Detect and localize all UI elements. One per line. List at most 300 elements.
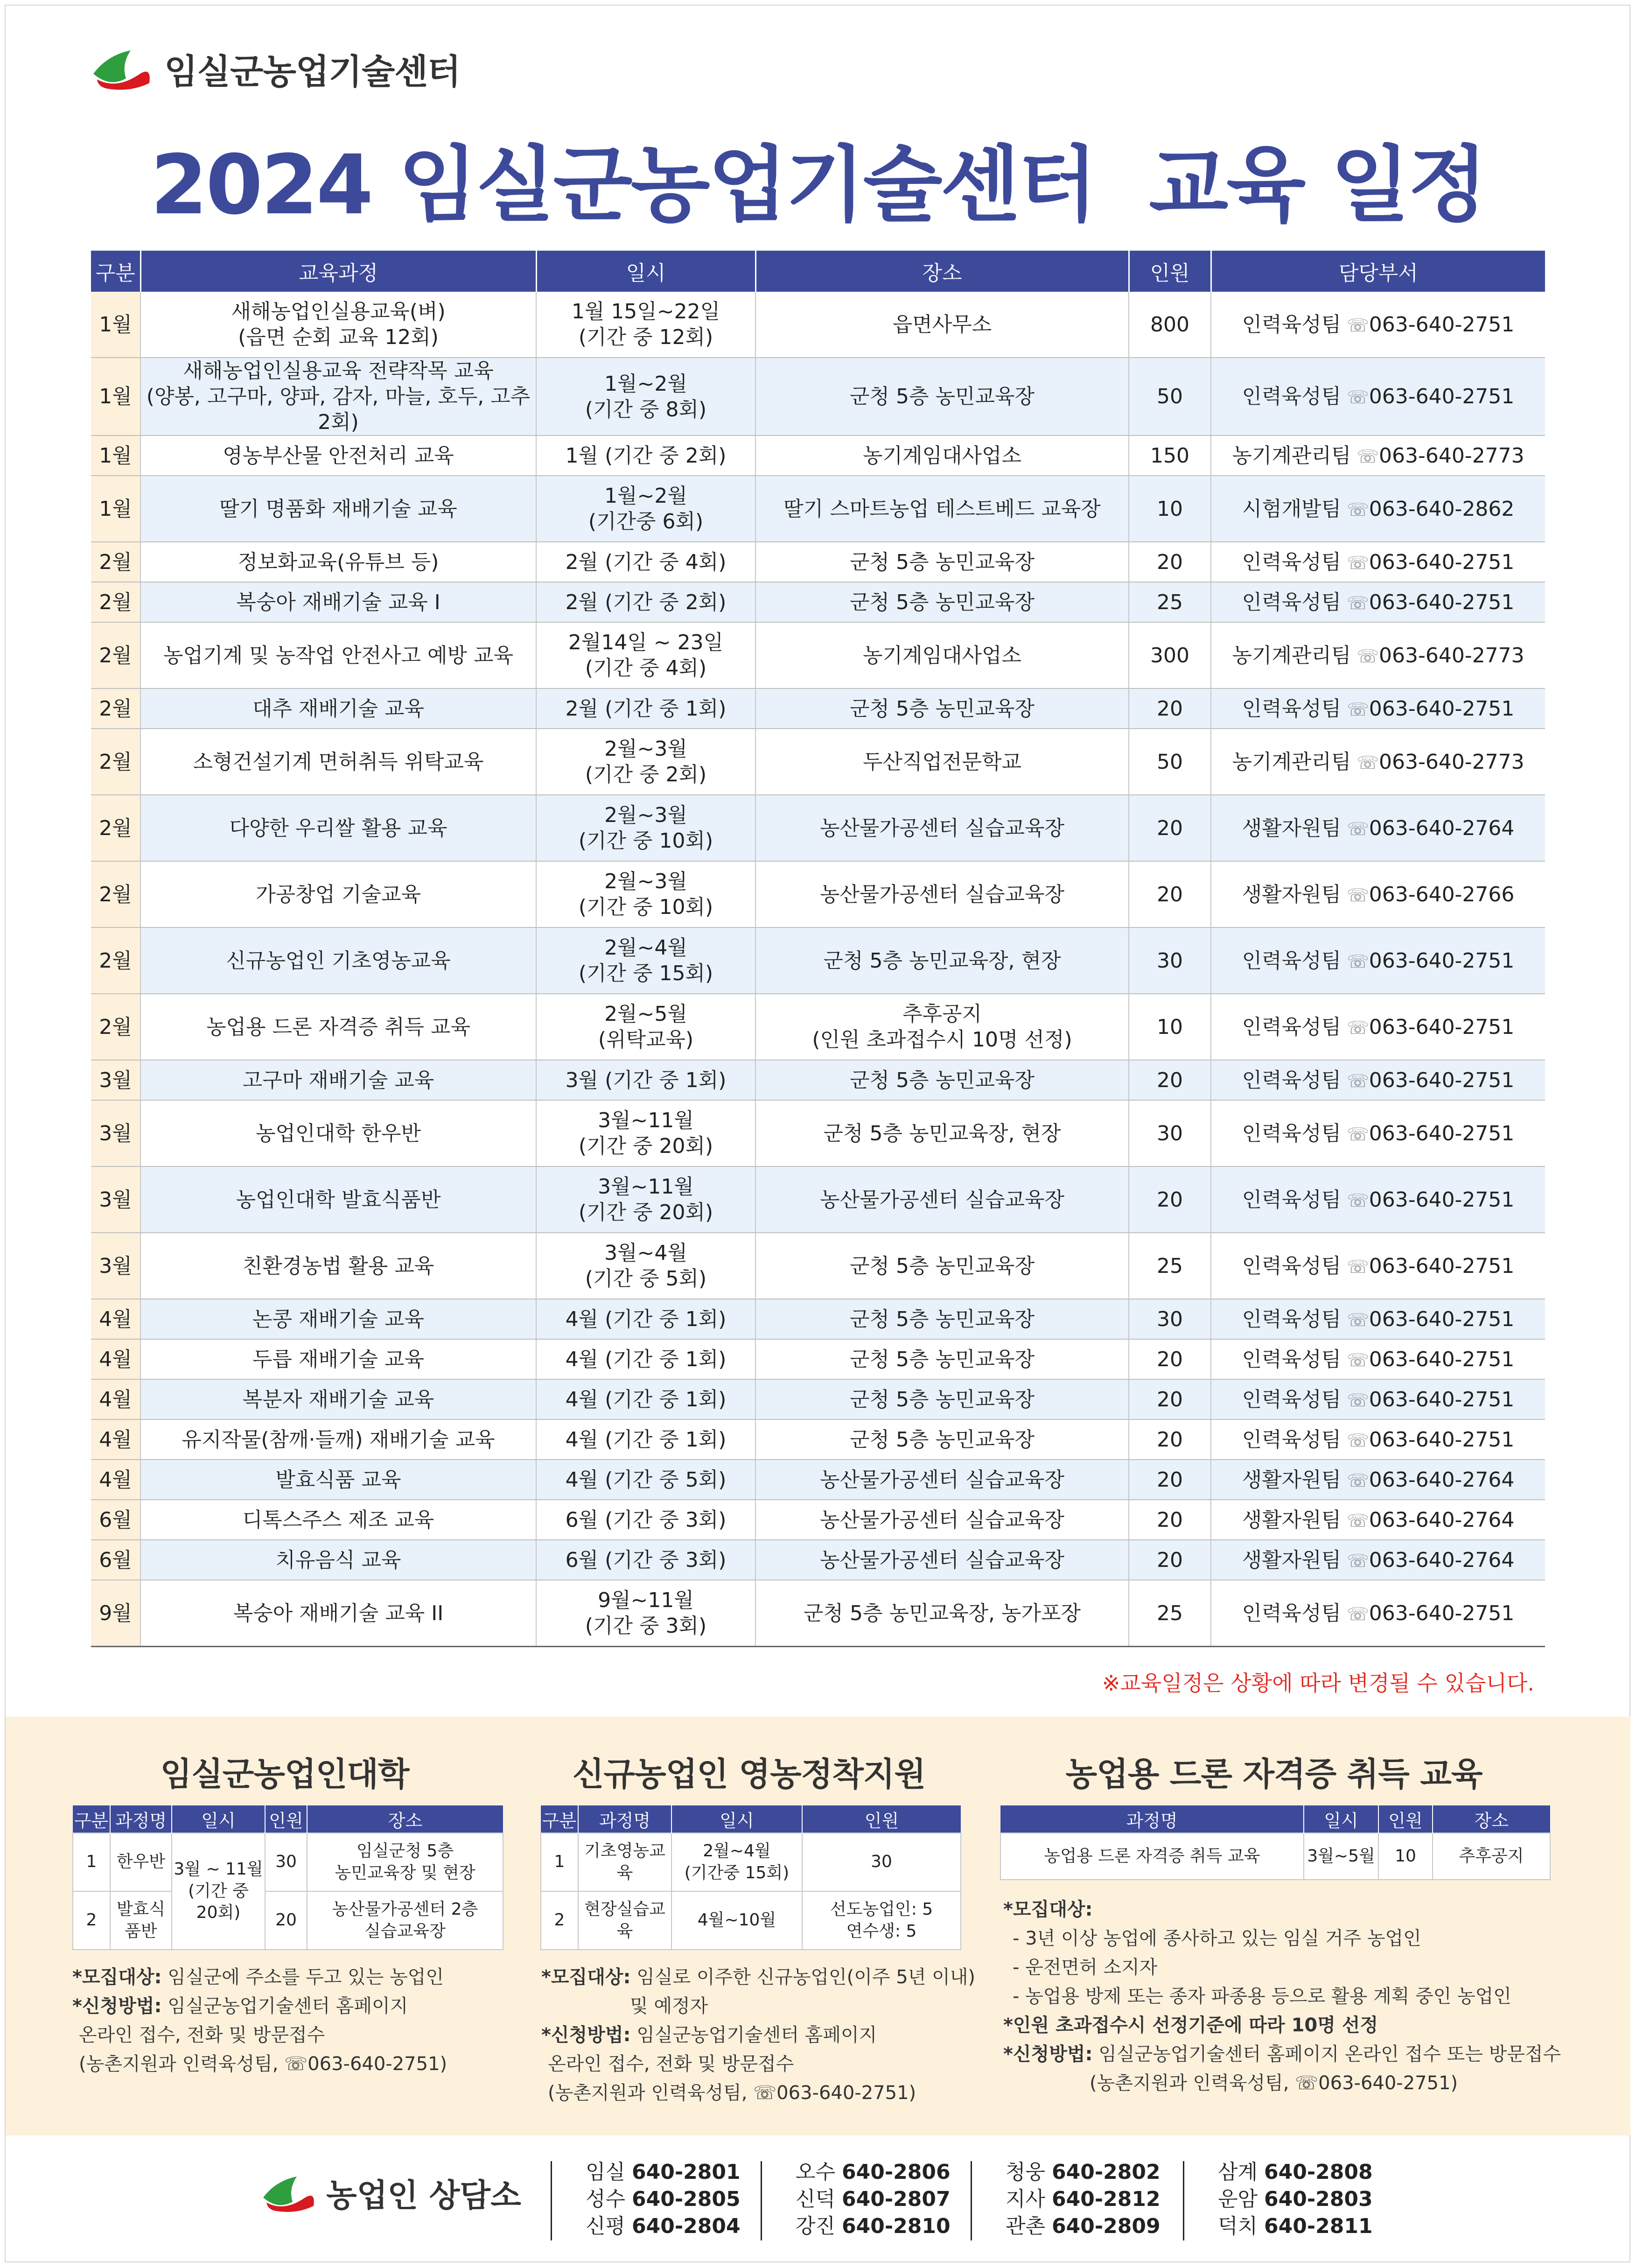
course-cell: 농업인대학 한우반 [140,1100,536,1166]
office-phone: 640-2802 [1052,2160,1161,2184]
phone-icon: ☏ [1341,592,1369,613]
date-cell: 3월~11월 (기간 중 20회) [536,1100,755,1166]
dept-name: 인력육성팀 [1242,1121,1342,1145]
info-label: *신청방법: [541,2024,631,2046]
table-row [91,1166,1545,1233]
univ-header-course: 과정명 [110,1805,172,1833]
dept-phone: 063-640-2751 [1369,1187,1515,1212]
office-item [1218,2186,1373,2213]
date-cell: 3월~11월 (기간 중 20회) [536,1166,755,1233]
date-cell: 9월~11월 (기간 중 3회) [536,1580,755,1647]
dept-phone: 063-640-2751 [1369,550,1515,574]
info-text: 및 예정자 [630,1995,708,2017]
phone-icon: ☏ [1341,1349,1369,1370]
table-row [91,1419,1545,1460]
table-row [91,1100,1545,1166]
month-cell: 4월 [91,1299,140,1339]
dept-name: 인력육성팀 [1242,590,1342,614]
count-cell: 50 [1129,729,1211,795]
info-label: *모집대상: [541,1966,631,1988]
date-cell: 2월 (기간 중 1회) [536,688,755,729]
place-cell: 군청 5층 농민교육장, 현장 [755,927,1129,994]
schedule-table [91,251,1545,1647]
table-row [91,1460,1545,1500]
table-row [91,1299,1545,1339]
dept-name: 인력육성팀 [1242,1601,1342,1625]
dept-phone: 063-640-2764 [1369,816,1515,840]
dept-phone: 063-640-2751 [1369,1121,1515,1145]
date-cell: 1월 15일~22일 (기간 중 12회) [536,292,755,358]
table-cell: 1 [73,1833,110,1891]
drone-header-course: 과정명 [1000,1805,1304,1833]
phone-icon: ☏ [1351,446,1379,467]
course-cell: 대추 재배기술 교육 [140,688,536,729]
course-cell: 농업기계 및 농작업 안전사고 예방 교육 [140,622,536,688]
table-row [91,861,1545,927]
phone-icon: ☏ [1341,1603,1369,1624]
header-count: 인원 [1129,251,1211,292]
dept-name: 인력육성팀 [1242,1347,1342,1371]
date-cell: 2월~5월 (위탁교육) [536,994,755,1060]
dept-name: 인력육성팀 [1242,1015,1342,1039]
info-text: 온라인 접수, 전화 및 방문접수 [79,2024,325,2046]
office-item [1218,2159,1373,2186]
phone-icon: ☏ [1341,1430,1369,1451]
dept-phone: 063-640-2751 [1369,1254,1515,1278]
count-cell: 10 [1129,994,1211,1060]
schedule-change-note: ※교육일정은 상황에 따라 변경될 수 있습니다. [1102,1671,1534,1696]
info-text: (농촌지원과 인력육성팀, ☏063-640-2751) [79,2053,447,2075]
dept-phone: 063-640-2751 [1369,1068,1515,1092]
dept-name: 인력육성팀 [1242,696,1342,721]
header-course: 교육과정 [140,251,536,292]
course-cell: 논콩 재배기술 교육 [140,1299,536,1339]
office-item [586,2186,741,2213]
table-row [91,1580,1545,1647]
place-cell: 읍면사무소 [755,292,1129,358]
month-cell: 2월 [91,927,140,994]
count-cell: 20 [1129,861,1211,927]
course-cell: 복숭아 재배기술 교육 II [140,1580,536,1647]
table-row [91,622,1545,688]
table-row [91,1540,1545,1580]
dept-name: 농기계관리팀 [1232,643,1351,667]
date-cell: 2월 (기간 중 2회) [536,582,755,622]
place-cell: 농산물가공센터 실습교육장 [755,1166,1129,1233]
phone-icon: ☏ [1341,1017,1369,1038]
table-cell: 임실군청 5층 농민교육장 및 현장 [307,1833,503,1891]
newfarmer-section-title: 신규농업인 영농정착지원 [572,1755,926,1793]
month-cell: 1월 [91,476,140,542]
place-cell: 군청 5층 농민교육장 [755,1233,1129,1299]
univ-header-date: 일시 [172,1805,265,1833]
course-cell: 발효식품 교육 [140,1460,536,1500]
table-cell: 30 [802,1833,961,1891]
dept-cell [1211,1339,1545,1379]
place-cell: 농산물가공센터 실습교육장 [755,1540,1129,1580]
month-cell: 2월 [91,582,140,622]
dept-cell [1211,1540,1545,1580]
course-cell: 치유음식 교육 [140,1540,536,1580]
dept-name: 인력육성팀 [1242,550,1342,574]
leaf-logo-icon [89,46,154,92]
table-row [91,582,1545,622]
month-cell: 6월 [91,1500,140,1540]
dept-phone: 063-640-2751 [1369,1307,1515,1331]
table-header-row [91,251,1545,292]
date-cell: 6월 (기간 중 3회) [536,1540,755,1580]
info-label: *신청방법: [72,1995,162,2017]
count-cell: 25 [1129,582,1211,622]
table-cell: 농업용 드론 자격증 취득 교육 [1000,1833,1304,1880]
dept-name: 시험개발팀 [1242,497,1342,521]
drone-header-place: 장소 [1433,1805,1550,1833]
office-item [1006,2186,1161,2213]
count-cell: 50 [1129,358,1211,435]
table-cell: 농산물가공센터 2층 실습교육장 [307,1891,503,1950]
dept-cell [1211,1233,1545,1299]
date-cell: 4월 (기간 중 1회) [536,1339,755,1379]
count-cell: 150 [1129,435,1211,476]
office-item [1218,2213,1373,2240]
month-cell: 3월 [91,1060,140,1100]
office-phone: 640-2805 [632,2187,741,2211]
info-text: - 운전면허 소지자 [1013,1957,1158,1978]
table-row [91,476,1545,542]
table-row [91,927,1545,994]
univ-table [72,1805,503,1950]
header-place: 장소 [755,251,1129,292]
phone-icon: ☏ [1341,387,1369,407]
month-cell: 2월 [91,542,140,582]
phone-icon: ☏ [1341,951,1369,972]
count-cell: 30 [1129,927,1211,994]
newfarmer-header-course: 과정명 [578,1805,671,1833]
office-phone: 640-2812 [1052,2187,1161,2211]
office-name: 삼계 [1218,2160,1258,2184]
dept-phone: 063-640-2751 [1369,1601,1515,1625]
header-dept: 담당부서 [1211,251,1545,292]
drone-header-date: 일시 [1304,1805,1378,1833]
phone-icon: ☏ [1341,1070,1369,1091]
date-cell: 2월~4월 (기간 중 15회) [536,927,755,994]
dept-cell [1211,358,1545,435]
office-item [796,2213,951,2240]
info-label: *모집대상: [1003,1899,1093,1920]
office-phone: 640-2801 [632,2160,741,2184]
office-phone: 640-2803 [1264,2187,1373,2211]
info-text: 임실군농업기술센터 홈페이지 [630,2024,877,2046]
place-cell: 농기계임대사업소 [755,622,1129,688]
dept-phone: 063-640-2766 [1369,882,1515,906]
footer-divider [971,2161,972,2240]
univ-header-place: 장소 [307,1805,503,1833]
table-cell: 4월~10월 [671,1891,802,1950]
course-cell: 두릅 재배기술 교육 [140,1339,536,1379]
office-name: 관촌 [1006,2214,1046,2238]
phone-icon: ☏ [1341,1510,1369,1531]
course-cell: 정보화교육(유튜브 등) [140,542,536,582]
univ-header-count: 인원 [265,1805,307,1833]
phone-icon: ☏ [1341,1470,1369,1491]
course-cell: 디톡스주스 제조 교육 [140,1500,536,1540]
month-cell: 6월 [91,1540,140,1580]
place-cell: 농산물가공센터 실습교육장 [755,1500,1129,1540]
dept-name: 생활자원팀 [1242,1468,1342,1492]
office-item [796,2159,951,2186]
place-cell: 군청 5층 농민교육장 [755,1379,1129,1419]
office-item [586,2213,741,2240]
dept-cell [1211,1100,1545,1166]
date-cell: 2월 (기간 중 4회) [536,542,755,582]
table-row [91,688,1545,729]
month-cell: 2월 [91,994,140,1060]
month-cell: 4월 [91,1419,140,1460]
table-row [91,795,1545,861]
month-cell: 2월 [91,688,140,729]
course-cell: 소형건설기계 면허취득 위탁교육 [140,729,536,795]
phone-icon: ☏ [1341,699,1369,720]
count-cell: 30 [1129,1100,1211,1166]
table-cell: 1 [541,1833,578,1891]
course-cell: 가공창업 기술교육 [140,861,536,927]
univ-info [72,1963,516,2078]
dept-name: 인력육성팀 [1242,1187,1342,1212]
office-phone: 640-2808 [1264,2160,1373,2184]
dept-name: 인력육성팀 [1242,1254,1342,1278]
office-column [796,2159,951,2240]
info-label: *모집대상: [72,1966,162,1988]
course-cell: 새해농업인실용교육(벼) (읍면 순회 교육 12회) [140,292,536,358]
office-item [1006,2213,1161,2240]
table-cell: 추후공지 [1433,1833,1550,1880]
date-cell: 4월 (기간 중 1회) [536,1379,755,1419]
newfarmer-info [541,1963,985,2107]
phone-icon: ☏ [1341,552,1369,573]
dept-cell [1211,861,1545,927]
table-cell: 10 [1378,1833,1433,1880]
month-cell: 4월 [91,1460,140,1500]
place-cell: 농기계임대사업소 [755,435,1129,476]
info-text: 임실군에 주소를 두고 있는 농업인 [161,1966,444,1988]
drone-info [1003,1895,1563,2098]
dept-name: 인력육성팀 [1242,385,1342,408]
month-cell: 3월 [91,1100,140,1166]
dept-name: 인력육성팀 [1242,1387,1342,1411]
place-cell: 농산물가공센터 실습교육장 [755,795,1129,861]
phone-icon: ☏ [1341,499,1369,520]
table-cell: 2월~4월 (기간중 15회) [671,1833,802,1891]
date-cell: 3월 (기간 중 1회) [536,1060,755,1100]
dept-cell [1211,994,1545,1060]
dept-name: 농기계관리팀 [1232,750,1351,774]
dept-name: 생활자원팀 [1242,816,1342,840]
dept-cell [1211,1060,1545,1100]
place-cell: 군청 5층 농민교육장 [755,688,1129,729]
table-cell: 선도농업인: 5 연수생: 5 [802,1891,961,1950]
univ-header-category: 구분 [73,1805,110,1833]
office-name: 청웅 [1006,2160,1046,2184]
place-cell: 군청 5층 농민교육장 [755,582,1129,622]
dept-cell [1211,729,1545,795]
table-row [91,994,1545,1060]
dept-phone: 063-640-2751 [1369,1387,1515,1411]
table-cell: 2 [541,1891,578,1950]
table-row [91,1233,1545,1299]
office-item [796,2186,951,2213]
office-item [586,2159,741,2186]
info-text: (농촌지원과 인력육성팀, ☏063-640-2751) [1090,2072,1458,2094]
count-cell: 20 [1129,1419,1211,1460]
dept-cell [1211,1419,1545,1460]
newfarmer-header-date: 일시 [671,1805,802,1833]
table-cell: 20 [265,1891,307,1950]
dept-cell [1211,1500,1545,1540]
office-phone: 640-2810 [842,2214,951,2238]
dept-name: 농기계관리팀 [1232,443,1351,468]
office-item [1006,2159,1161,2186]
count-cell: 25 [1129,1580,1211,1647]
dept-phone: 063-640-2773 [1378,443,1524,468]
place-cell: 농산물가공센터 실습교육장 [755,1460,1129,1500]
dept-phone: 063-640-2751 [1369,312,1515,337]
info-text: 임실군농업기술센터 홈페이지 [161,1995,408,2017]
newfarmer-header-category: 구분 [541,1805,578,1833]
dept-phone: 063-640-2751 [1369,1015,1515,1039]
table-cell: 3월 ~ 11월 (기간 중 20회) [172,1833,265,1950]
info-text: - 3년 이상 농업에 종사하고 있는 임실 거주 농업인 [1013,1928,1421,1949]
table-row [91,1379,1545,1419]
office-name: 운암 [1218,2187,1258,2211]
dept-phone: 063-640-2751 [1369,948,1515,973]
count-cell: 20 [1129,1460,1211,1500]
count-cell: 20 [1129,1540,1211,1580]
dept-cell [1211,435,1545,476]
office-name: 지사 [1006,2187,1046,2211]
office-name: 신평 [586,2214,626,2238]
dept-cell [1211,795,1545,861]
table-row [91,358,1545,435]
leaf-logo-icon [259,2172,318,2215]
drone-header-count: 인원 [1378,1805,1433,1833]
course-cell: 복분자 재배기술 교육 [140,1379,536,1419]
dept-phone: 063-640-2764 [1369,1468,1515,1492]
dept-name: 인력육성팀 [1242,312,1342,337]
month-cell: 4월 [91,1339,140,1379]
office-name: 오수 [796,2160,836,2184]
month-cell: 3월 [91,1233,140,1299]
phone-icon: ☏ [1341,1123,1369,1145]
office-phone: 640-2806 [842,2160,951,2184]
count-cell: 20 [1129,542,1211,582]
date-cell: 1월~2월 (기간 중 8회) [536,358,755,435]
phone-icon: ☏ [1341,818,1369,839]
footer-divider [551,2161,552,2240]
dept-phone: 063-640-2773 [1378,643,1524,667]
count-cell: 20 [1129,1060,1211,1100]
date-cell: 2월~3월 (기간 중 2회) [536,729,755,795]
dept-phone: 063-640-2751 [1369,696,1515,721]
dept-name: 인력육성팀 [1242,1427,1342,1452]
place-cell: 군청 5층 농민교육장, 현장 [755,1100,1129,1166]
course-cell: 새해농업인실용교육 전략작목 교육 (양봉, 고구마, 양파, 감자, 마늘, 호두, 고추 2회) [140,358,536,435]
table-cell: 현장실습교육 [578,1891,671,1950]
course-cell: 농업용 드론 자격증 취득 교육 [140,994,536,1060]
count-cell: 20 [1129,1500,1211,1540]
count-cell: 800 [1129,292,1211,358]
dept-name: 인력육성팀 [1242,1068,1342,1092]
univ-section-title: 임실군농업인대학 [160,1755,409,1793]
phone-icon: ☏ [1341,315,1369,336]
course-cell: 유지작물(참깨·들깨) 재배기술 교육 [140,1419,536,1460]
count-cell: 20 [1129,1166,1211,1233]
place-cell: 추후공지 (인원 초과접수시 10명 선정) [755,994,1129,1060]
table-cell: 2 [73,1891,110,1950]
dept-cell [1211,1299,1545,1339]
phone-icon: ☏ [1341,1550,1369,1571]
office-column [1218,2159,1373,2240]
dept-cell [1211,688,1545,729]
header-date: 일시 [536,251,755,292]
phone-icon: ☏ [1341,1190,1369,1211]
table-cell: 한우반 [110,1833,172,1891]
course-cell: 친환경농법 활용 교육 [140,1233,536,1299]
dept-phone: 063-640-2764 [1369,1508,1515,1532]
table-row [91,542,1545,582]
place-cell: 군청 5층 농민교육장 [755,542,1129,582]
place-cell: 딸기 스마트농업 테스트베드 교육장 [755,476,1129,542]
office-name: 강진 [796,2214,836,2238]
office-name: 성수 [586,2187,626,2211]
table-row [91,292,1545,358]
dept-cell [1211,927,1545,994]
dept-cell [1211,542,1545,582]
place-cell: 군청 5층 농민교육장 [755,1339,1129,1379]
info-text: (농촌지원과 인력육성팀, ☏063-640-2751) [548,2082,916,2104]
org-name: 임실군농업기술센터 [164,52,461,92]
table-row [91,1060,1545,1100]
date-cell: 1월~2월 (기간중 6회) [536,476,755,542]
month-cell: 2월 [91,729,140,795]
dept-cell [1211,292,1545,358]
dept-name: 인력육성팀 [1242,948,1342,973]
count-cell: 25 [1129,1233,1211,1299]
month-cell: 1월 [91,435,140,476]
place-cell: 군청 5층 농민교육장 [755,1060,1129,1100]
page-title: 2024 임실군농업기술센터 교육 일정 [150,137,1486,233]
month-cell: 2월 [91,795,140,861]
table-cell: 기초영농교육 [578,1833,671,1891]
dept-phone: 063-640-2751 [1369,590,1515,614]
office-phone: 640-2811 [1264,2214,1373,2238]
count-cell: 300 [1129,622,1211,688]
info-text: - 농업용 방제 또는 종자 파종용 등으로 활용 계획 중인 농업인 [1013,1986,1511,2007]
month-cell: 2월 [91,861,140,927]
info-label: *인원 초과접수시 선정기준에 따라 10명 선정 [1003,2015,1378,2036]
table-cell: 30 [265,1833,307,1891]
place-cell: 두산직업전문학교 [755,729,1129,795]
course-cell: 고구마 재배기술 교육 [140,1060,536,1100]
office-name: 신덕 [796,2187,836,2211]
dept-cell [1211,1580,1545,1647]
date-cell: 2월14일 ~ 23일 (기간 중 4회) [536,622,755,688]
org-logo [89,44,460,94]
month-cell: 9월 [91,1580,140,1647]
date-cell: 2월~3월 (기간 중 10회) [536,861,755,927]
place-cell: 군청 5층 농민교육장, 농가포장 [755,1580,1129,1647]
office-column [586,2159,741,2240]
footer-logo [259,2170,521,2216]
